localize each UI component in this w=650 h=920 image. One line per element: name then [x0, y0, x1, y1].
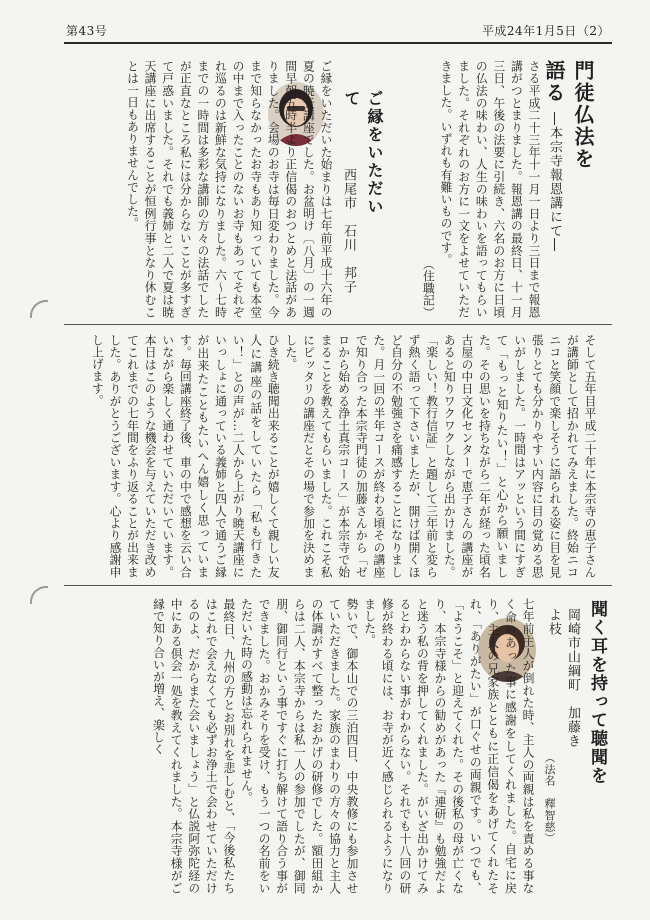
- article2-text-2: そして五年目平成二十年に本宗寺の恵子さんが講師として招かれてみえました。終始ニコニコと笑顔で楽しそうに語られる姿に目を見張りとても分かりやすい内容に目の覚める思いがしました。一時間はアッという間にすぎて「もっと知りたい！」と心から願いました。その思いを持ちながら二年が経った頃名古屋の中日文化センターで恵子さんの講座があると知りワクワクしながら出かけました。「楽しい！教行信証」と題して三年前と変らず熱く語って下さいましたが、開けば開くほど自分の不勉強さを痛感することになりました。月一回の半年コースが終わる頃その講座で知り合った本宗寺門徒の加藤さんから「ゼロから始める浄土真宗コース」が本宗寺で始まることを教えてもらいました。これこそ私にピッタリの講座だとその場で参加を決めました。: [283, 334, 597, 578]
- article1-note: （住職記）: [421, 257, 436, 318]
- article1-text: さる平成二十三年十一月一日より三日まで報恩講がつとまりました。報恩講の最終日、十一月三日、午後の法要に引続き、六名のお方に日頃の仏法の味わい、人生の味わいを語ってもらいました。それぞれのお方に一文をよせていただきました。いずれも有難いものです。: [439, 60, 541, 318]
- article3-text: 七年前主人が倒れた時、主人の両親は私を責める事なく命のあった事に感謝をしてくれました。自宅に戻り、主人の兄家族とともに正信偈をあげてくれたそれ、「ありがたい」が口ぐせの両親です。いつでも、「ようこそ」と迎えてくれた。その後私の母が亡くなり、本宗寺様からの勧めがあった『連研』も勉強だよと迷う私の背を押してくれました。がいざ出かけてみるとわからない事がわからない。それでも十八回の研修が終わる頃には、お寺が近く感じられるようになりました。: [362, 598, 535, 894]
- article2-text: ご縁をいただいた始まりは七年前平成十六年の夏の暁天講座でした。お盆明け〔八月〕の一週間早朝五時半より正信偈のおつとめと法話がありました。会場のお寺は毎日変わりました。今まで知らなかったお寺もあり知っていても本堂の中まで入ったことのないお寺もあってそれぞれ巡るのは新鮮な気持になりました。六～七時までの一時間は多彩な講師の方々の法話でしたが正直なところ私には分からないことが多すぎて戸惑いました。それでも義姉と二人で夏は暁天講座に出席することが恒例行事となり休むことは一日もありませんでした。: [125, 60, 333, 318]
- top-rule: [64, 42, 612, 44]
- article3-author: 岡崎市山綱町 加藤きよ枝: [546, 608, 580, 748]
- header-date: 平成24年1月5日（2）: [481, 24, 610, 38]
- article2-body-top: [66, 60, 334, 318]
- punch-hole-top: [30, 300, 48, 318]
- article2-body-middle: [66, 334, 598, 578]
- article1-title: 門徒仏法を語る: [542, 60, 595, 170]
- article2-title: ご縁をいただいて: [342, 90, 384, 216]
- article3-body: [66, 598, 536, 894]
- article3-dharma-name: （法名 釋智慈）: [543, 752, 556, 844]
- lower-rule: [64, 585, 612, 586]
- header-issue: 第43号: [66, 24, 108, 38]
- article3-text-2: 勢いで、御本山での三泊四日、中央教修にも参加させていただきました。家族のまわりの方々の協力と主人の体調がすべて整ったおかげの研修でした。額田組からは二人、本宗寺からは私一人の参加でしたが、御同朋、御同行という事ですぐに打ち解けて語り合う事ができました。おかみそりを受け、もう一つの名前をいただいた時の感動は忘れられません。: [239, 598, 360, 894]
- article2-text-3: ひき続き聴聞出来ることが嬉しくて親しい友人に講座の話をしていたら「私も行きたい！」との声が…二人から上がり暁天講座にいっしょに通っている義姉と四人で通うご縁が出来たこともたいへん嬉しく思っています。毎回講座終了後、車の中で感想を云い合いながら楽しく通わせていただいています。本日はこのような機会を与えていただき改めてこれまでの七年間をふり返ることが出来ました。ありがとうございます。心より感謝申し上げます。: [90, 334, 281, 578]
- middle-rule: [64, 324, 612, 325]
- article2-author: 西尾市 石川 邦子: [341, 168, 356, 294]
- article1-body: [400, 60, 542, 318]
- article3-text-3: 最終日、九州の方とお別れを悲しむと、「今後私たちはこれで会えなくても必ずお浄土で会わせていただけるのよ、だからまた会いましょう」と仏説阿弥陀経の中にある倶会一処を教えてくれました。本宗寺様がご縁で知り合いが増え、楽しく: [151, 598, 236, 894]
- article3-title: 聞く耳を持って聴聞を: [587, 600, 607, 785]
- punch-hole-bottom: [30, 586, 48, 604]
- article1-subtitle: ―本宗寺報恩講にて―: [547, 112, 562, 252]
